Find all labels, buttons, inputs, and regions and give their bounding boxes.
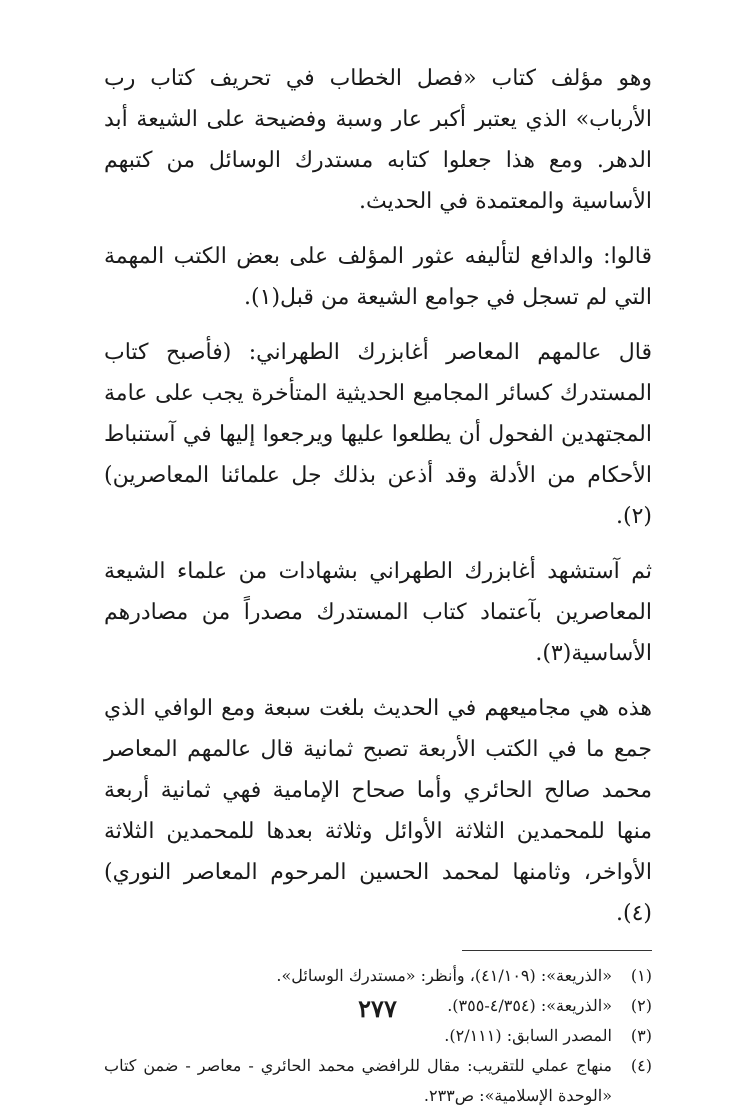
footnotes: [104, 961, 652, 1111]
paragraph-5: هذه هي مجاميعهم في الحديث بلغت سبعة ومع الوافي الذي جمع ما في الكتب الأربعة تصبح ثمانية قال عالمهم المعاصر محمد صالح الحائري وأما صحاح الإمامية فهي ثمانية أربعة منها للمحمدين الثلاثة الأوائل وثلاثة بعدها للمحمدين الثلاثة الأواخر، وثامنها لمحمد الحسين المرحوم المعاصر النوري)(٤).: [104, 696, 652, 926]
footnote-number: (٢): [630, 996, 652, 1015]
page-body: [104, 58, 652, 1111]
paragraph-2: قالوا: والدافع لتأليفه عثور المؤلف على بعض الكتب المهمة التي لم تسجل في جوامع الشيعة من قبل(١).: [104, 244, 652, 310]
page-number: ٢٧٧: [358, 994, 397, 1023]
footnote-3: [104, 1021, 652, 1051]
footnote-number: (٤): [630, 1056, 652, 1075]
footnote-text: منهاج عملي للتقريب: مقال للرافضي محمد الحائري - معاصر - ضمن كتاب «الوحدة الإسلامية»: ص٢٣٣.: [104, 1056, 612, 1105]
footnote-text: المصدر السابق: (٢/١١١).: [444, 1026, 612, 1045]
paragraph-3: قال عالمهم المعاصر أغابزرك الطهراني: (فأصبح كتاب المستدرك كسائر المجاميع الحديثية المتأخرة يجب على عامة المجتهدين الفحول أن يطلعوا عليها ويرجعوا إليها في آستنباط الأحكام من الأدلة وقد أذعن بذلك جل علمائنا المعاصرين)(٢).: [104, 340, 652, 529]
footnote-text: «الذريعة»: (٤/٣٥٤-٣٥٥).: [447, 996, 612, 1015]
footnote-number: (٣): [630, 1026, 652, 1045]
footnote-number: (١): [630, 966, 652, 985]
footnote-divider: [462, 950, 652, 951]
paragraph-1: وهو مؤلف كتاب «فصل الخطاب في تحريف كتاب رب الأرباب» الذي يعتبر أكبر عار وسبة وفضيحة على الشيعة أبد الدهر. ومع هذا جعلوا كتابه مستدرك الوسائل من كتبهم الأساسية والمعتمدة في الحديث.: [104, 66, 652, 214]
footnote-4: [104, 1051, 652, 1111]
footnote-text: «الذريعة»: (٤١/١٠٩)، وأنظر: «مستدرك الوسائل».: [276, 966, 612, 985]
paragraph-4: ثم آستشهد أغابزرك الطهراني بشهادات من علماء الشيعة المعاصرين بآعتماد كتاب المستدرك مصدراً من مصادرهم الأساسية(٣).: [104, 559, 652, 666]
footnote-1: [104, 961, 652, 991]
